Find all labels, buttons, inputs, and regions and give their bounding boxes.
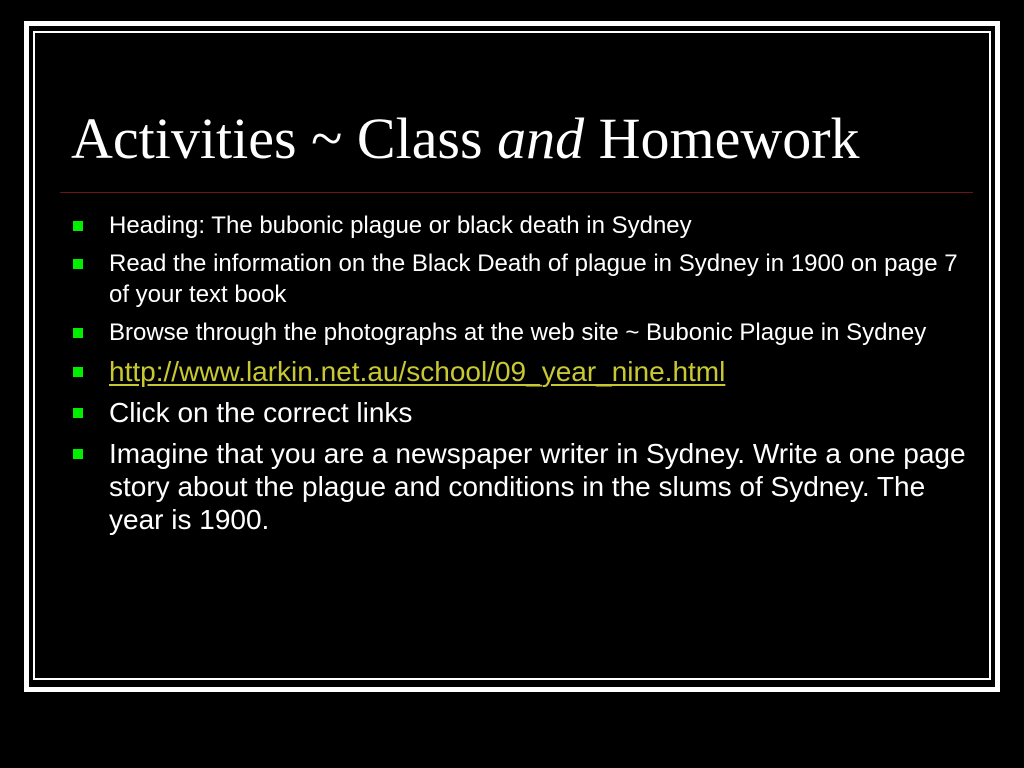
green-square-bullet-icon bbox=[73, 367, 83, 377]
green-square-bullet-icon bbox=[73, 221, 83, 231]
green-square-bullet-icon bbox=[73, 449, 83, 459]
bullet-list bbox=[72, 210, 972, 544]
bullet-item-website-link bbox=[72, 355, 972, 388]
bullet-item-read-information bbox=[72, 248, 972, 310]
bullet-item-newspaper-story bbox=[72, 437, 972, 536]
website-link[interactable]: http://www.larkin.net.au/school/09_year_nine.html bbox=[109, 356, 726, 387]
bullet-text: Read the information on the Black Death of plague in Sydney in 1900 on page 7 of your text book bbox=[109, 250, 958, 308]
bullet-item-heading bbox=[72, 210, 972, 241]
title-text-italic: and bbox=[497, 106, 585, 171]
green-square-bullet-icon bbox=[73, 328, 83, 338]
green-square-bullet-icon bbox=[73, 259, 83, 269]
title-text-start: Activities ~ Class bbox=[71, 106, 498, 171]
bullet-item-browse-photographs bbox=[72, 317, 972, 348]
title-text-end: Homework bbox=[584, 106, 860, 171]
title-divider bbox=[60, 192, 973, 193]
bullet-text: Click on the correct links bbox=[109, 397, 413, 428]
green-square-bullet-icon bbox=[73, 408, 83, 418]
bullet-text: Imagine that you are a newspaper writer in Sydney. Write a one page story about the plague and conditions in the slums of Sydney. The year is 1900. bbox=[109, 438, 966, 535]
bullet-item-click-links bbox=[72, 396, 972, 429]
slide-title bbox=[71, 104, 860, 174]
bullet-text: Heading: The bubonic plague or black death in Sydney bbox=[109, 212, 692, 239]
bullet-text: Browse through the photographs at the web site ~ Bubonic Plague in Sydney bbox=[109, 319, 927, 346]
